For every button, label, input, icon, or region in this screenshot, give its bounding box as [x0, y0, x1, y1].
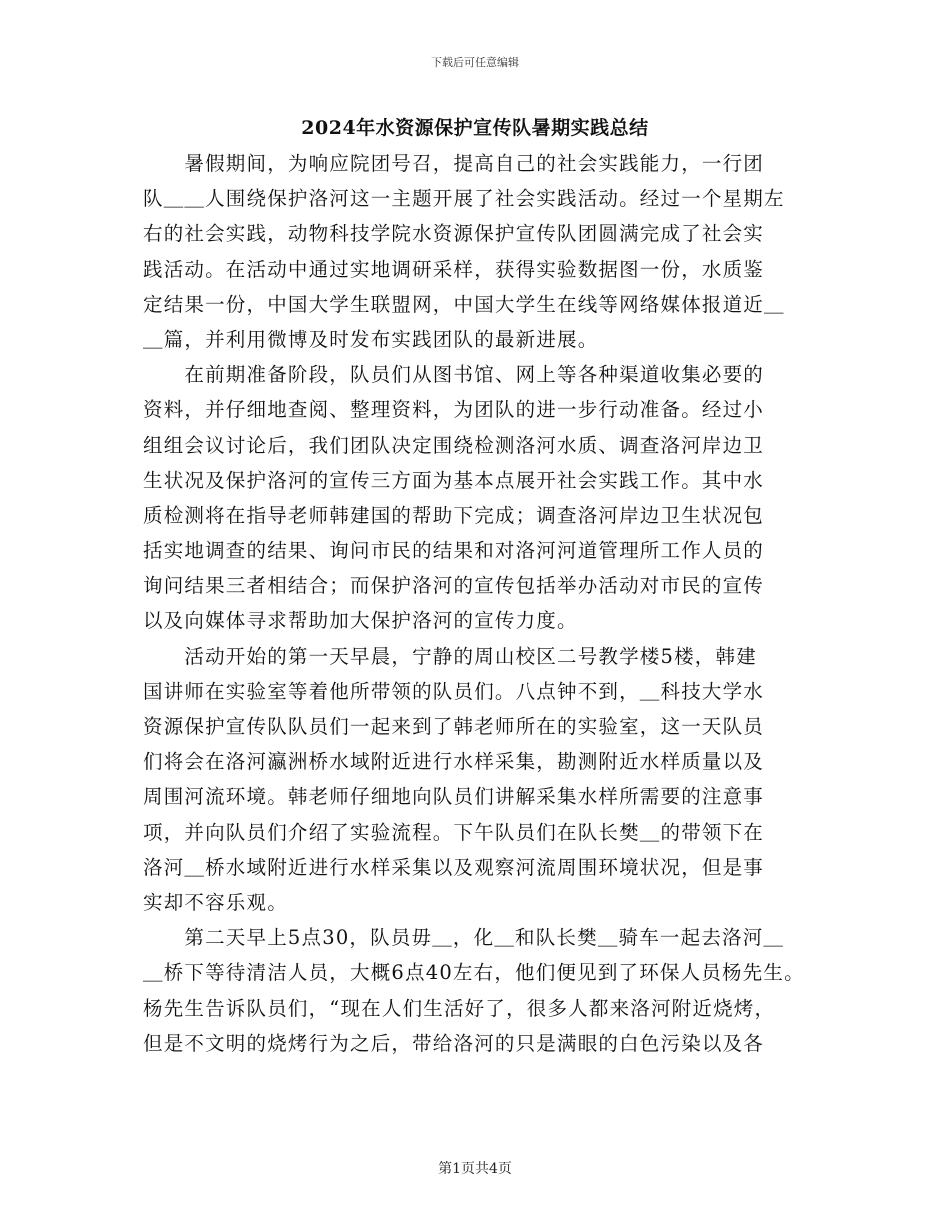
text-line: 以及向媒体寻求帮助加大保护洛河的宣传力度。 — [143, 609, 578, 633]
header-note: 下载后可任意编辑 — [431, 56, 519, 69]
text-line: 们将会在洛河瀛洲桥水域附近进行水样采集，勘测附近水样质量以及 — [143, 750, 765, 774]
document-body — [143, 146, 815, 1061]
text-line: 暑假期间，为响应院团号召，提高自己的社会实践能力，一行团 — [143, 152, 765, 175]
paragraph — [143, 146, 815, 357]
text-line: 实却不容乐观。 — [143, 890, 288, 914]
text-line: 洛河＿桥水域附近进行水样采集以及观察河流周围环境状况，但是事 — [143, 855, 765, 879]
text-line: 第二天早上5点30，队员毋＿，化＿和队长樊＿骑车一起去洛河＿ — [143, 926, 785, 950]
text-line: 右的社会实践，动物科技学院水资源保护宣传队团圆满完成了社会实 — [143, 222, 765, 246]
text-line: ＿桥下等待清洁人员，大概6点40左右，他们便见到了环保人员杨先生。 — [143, 961, 805, 985]
document-title: 2024年水资源保护宣传队暑期实践总结 — [301, 117, 649, 139]
text-line: 质检测将在指导老师韩建国的帮助下完成；调查洛河岸边卫生状况包 — [143, 503, 765, 527]
text-line: 生状况及保护洛河的宣传三方面为基本点展开社会实践工作。其中水 — [143, 468, 765, 492]
text-line: 在前期准备阶段，队员们从图书馆、网上等各种渠道收集必要的 — [143, 363, 765, 387]
text-line: 询问结果三者相结合；而保护洛河的宣传包括举办活动对市民的宣传 — [143, 574, 765, 598]
paragraph — [143, 920, 815, 1061]
text-line: 国讲师在实验室等着他所带领的队员们。八点钟不到，＿科技大学水 — [143, 679, 765, 703]
text-line: 践活动。在活动中通过实地调研采样，获得实验数据图一份，水质鉴 — [143, 257, 765, 281]
paragraph — [143, 357, 815, 639]
text-line: 括实地调查的结果、询问市民的结果和对洛河河道管理所工作人员的 — [143, 539, 765, 563]
text-line: 活动开始的第一天早晨，宁静的周山校区二号教学楼5楼，韩建 — [143, 644, 757, 668]
text-line: 组组会议讨论后，我们团队决定围绕检测洛河水质、调查洛河岸边卫 — [143, 433, 765, 457]
text-line: 资源保护宣传队队员们一起来到了韩老师所在的实验室，这一天队员 — [143, 715, 765, 738]
text-line: 资料，并仔细地查阅、整理资料，为团队的进一步行动准备。经过小 — [143, 398, 765, 422]
text-line: 但是不文明的烧烤行为之后，带给洛河的只是满眼的白色污染以及各 — [143, 1031, 765, 1055]
text-line: 杨先生告诉队员们，“现在人们生活好了，很多人都来洛河附近烧烤， — [143, 996, 776, 1020]
paragraph — [143, 639, 815, 921]
text-line: 队＿＿人围绕保护洛河这一主题开展了社会实践活动。经过一个星期左 — [143, 187, 785, 211]
page-number: 第1页共4页 — [438, 1161, 512, 1177]
text-line: 项，并向队员们介绍了实验流程。下午队员们在队长樊＿的带领下在 — [143, 820, 765, 844]
text-line: ＿篇，并利用微博及时发布实践团队的最新进展。 — [143, 327, 599, 351]
text-line: 定结果一份，中国大学生联盟网，中国大学生在线等网络媒体报道近＿ — [143, 292, 785, 316]
text-line: 周围河流环境。韩老师仔细地向队员们讲解采集水样所需要的注意事 — [143, 785, 765, 809]
